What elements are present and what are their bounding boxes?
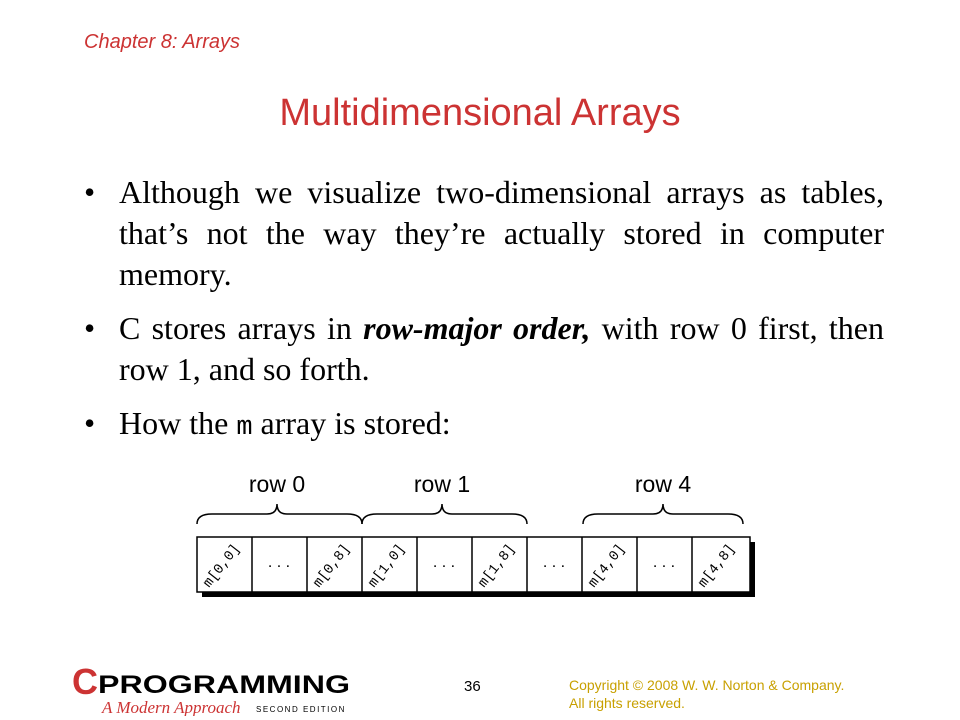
copyright-line: All rights reserved. — [569, 695, 685, 711]
slide-title: Multidimensional Arrays — [279, 92, 681, 134]
memory-cell: m[4,0] — [585, 541, 629, 592]
book-logo — [72, 666, 362, 716]
logo-c: C — [72, 666, 98, 702]
memory-cell: m[1,8] — [475, 541, 519, 592]
bullet-icon: • — [84, 174, 96, 210]
memory-cell: m[1,0] — [365, 541, 409, 592]
memory-cell: m[0,8] — [310, 541, 354, 592]
page-number: 36 — [464, 678, 481, 695]
bullet-text: C stores arrays in — [119, 310, 364, 346]
code-identifier: m — [236, 413, 253, 443]
ellipsis-cell: . . . — [432, 554, 456, 571]
brace-row-4 — [583, 504, 743, 524]
copyright-notice — [569, 676, 844, 712]
memory-layout-diagram — [190, 468, 770, 608]
brace-row-1 — [362, 504, 527, 524]
logo-subtitle: A Modern Approach — [102, 698, 241, 716]
bullet-icon: • — [84, 405, 96, 441]
logo-edition: SECOND EDITION — [256, 705, 346, 714]
bullet-item — [84, 172, 884, 295]
ellipsis-cell: . . . — [652, 554, 676, 571]
bullet-item — [84, 403, 884, 449]
bullet-icon: • — [84, 310, 96, 346]
bullet-item — [84, 308, 884, 390]
logo-title: PROGRAMMING — [98, 671, 350, 699]
row-label: row 0 — [248, 471, 306, 497]
bullet-text: with row 0 first, then row 1, and so forth. — [119, 310, 885, 387]
bullet-text: array is stored: — [252, 405, 451, 441]
copyright-line: Copyright © 2008 W. W. Norton & Company. — [569, 677, 845, 693]
bullet-text: How the — [119, 405, 237, 441]
brace-row-0 — [197, 504, 362, 524]
bullet-list — [84, 172, 884, 462]
memory-cell: m[0,0] — [200, 541, 244, 592]
row-label: row 4 — [634, 471, 692, 497]
row-label: row 1 — [413, 471, 471, 497]
ellipsis-cell: . . . — [542, 554, 566, 571]
row-braces — [197, 504, 743, 524]
bullet-text: Although we visualize two-dimensional arrays as tables, that’s not the way they’re actually stored in computer memory. — [119, 174, 884, 292]
memory-cell: m[4,8] — [695, 541, 739, 592]
ellipsis-cell: . . . — [267, 554, 291, 571]
chapter-header: Chapter 8: Arrays — [84, 31, 240, 53]
emphasis-term: row-major order, — [363, 310, 591, 346]
